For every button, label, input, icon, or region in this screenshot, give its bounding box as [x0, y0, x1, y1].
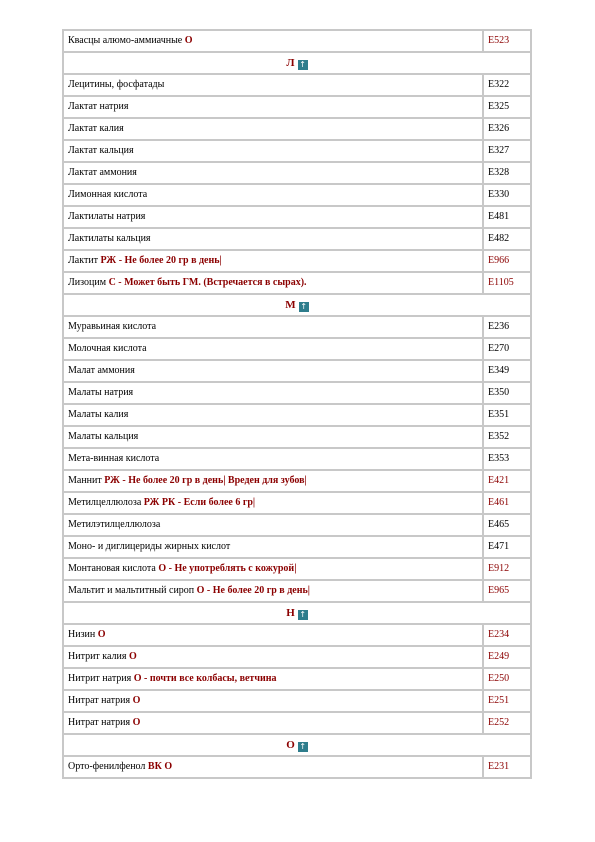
additive-name-cell [64, 251, 482, 271]
additive-name: Орто-фенилфенол [68, 761, 146, 772]
e-code-cell: E966 [484, 251, 530, 271]
table-row [64, 273, 530, 293]
additive-name: Нитрат натрия [68, 717, 131, 728]
table-row [64, 75, 530, 95]
e-code-cell: E251 [484, 691, 530, 711]
table-row [64, 163, 530, 183]
additive-name-cell [64, 449, 482, 469]
additive-name-cell [64, 537, 482, 557]
table-row [64, 471, 530, 491]
additive-name: Мальтит и мальтитный сироп [68, 585, 195, 596]
arrow-up-icon[interactable]: ↑ [300, 302, 308, 311]
table-row [64, 647, 530, 667]
e-code-cell: E328 [484, 163, 530, 183]
table-row [64, 185, 530, 205]
additives-table [62, 29, 532, 779]
table-row [64, 493, 530, 513]
table-row [64, 339, 530, 359]
additive-name: Лактат кальция [68, 145, 134, 156]
additive-warning: РЖ РК - Если более 6 гр| [143, 497, 256, 508]
table-row [64, 559, 530, 579]
arrow-up-icon[interactable]: ↑ [299, 60, 306, 69]
additive-name-cell [64, 317, 482, 337]
additive-name: Нитрит натрия [68, 673, 132, 684]
additive-name: Квасцы алюмо-аммиачные [68, 35, 183, 46]
table-row [64, 229, 530, 249]
additive-name: Монтановая кислота [68, 563, 156, 574]
additive-warning: О [128, 651, 137, 662]
table-row [64, 31, 530, 51]
additive-name: Лецитины, фосфатады [68, 79, 165, 90]
additive-name: Метилцеллюлоза [68, 497, 142, 508]
e-code-cell: E523 [484, 31, 530, 51]
e-code-cell: E236 [484, 317, 530, 337]
additive-name: Метилэтилцеллюлоза [68, 519, 161, 530]
e-code-cell: E325 [484, 97, 530, 117]
additive-name-cell [64, 273, 482, 293]
additive-name-cell [64, 383, 482, 403]
additive-name-cell [64, 713, 482, 733]
e-code-cell: E461 [484, 493, 530, 513]
e-code-cell: E327 [484, 141, 530, 161]
e-code-cell: E250 [484, 669, 530, 689]
additive-name: Лактат аммония [68, 167, 137, 178]
additive-name: Лактат натрия [68, 101, 129, 112]
table-row [64, 757, 530, 777]
e-code-cell: E350 [484, 383, 530, 403]
additive-name: Моно- и диглицериды жирных кислот [68, 541, 231, 552]
additive-name-cell [64, 625, 482, 645]
additive-name: Низин [68, 629, 96, 640]
e-code-cell: E249 [484, 647, 530, 667]
additive-name-cell [64, 581, 482, 601]
additive-name: Малат аммония [68, 365, 135, 376]
table-row [64, 317, 530, 337]
table-row [64, 141, 530, 161]
table-row [64, 537, 530, 557]
table-row [64, 207, 530, 227]
letter-header-row [64, 53, 530, 73]
table-row [64, 251, 530, 271]
letter-heading: Л [286, 57, 295, 69]
e-code-cell: E471 [484, 537, 530, 557]
additive-warning: О [97, 629, 106, 640]
additive-name-cell [64, 515, 482, 535]
additive-name-cell [64, 97, 482, 117]
additive-name-cell [64, 119, 482, 139]
additive-name-cell [64, 757, 482, 777]
additive-name: Молочная кислота [68, 343, 147, 354]
additive-name-cell [64, 427, 482, 447]
additive-name: Малаты калия [68, 409, 129, 420]
additive-warning: РЖ - Не более 20 гр в день| Вреден для зубов| [104, 475, 307, 486]
arrow-up-icon[interactable]: ↑ [299, 610, 307, 619]
additive-warning: О - Не более 20 гр в день| [196, 585, 310, 596]
table-row [64, 669, 530, 689]
table-row [64, 449, 530, 469]
additive-name: Нитрит калия [68, 651, 127, 662]
additive-name: Малаты натрия [68, 387, 134, 398]
e-code-cell: E481 [484, 207, 530, 227]
table-row [64, 515, 530, 535]
arrow-up-icon[interactable]: ↑ [299, 742, 307, 751]
additive-warning: ВК О [147, 761, 173, 772]
additive-warning: С - Может быть ГМ. (Встречается в сырах). [108, 277, 307, 288]
additive-name-cell [64, 493, 482, 513]
e-code-cell: E326 [484, 119, 530, 139]
additive-name-cell [64, 559, 482, 579]
e-code-cell: E231 [484, 757, 530, 777]
additive-name: Мета-винная кислота [68, 453, 160, 464]
additive-name-cell [64, 647, 482, 667]
e-code-cell: E349 [484, 361, 530, 381]
letter-header-row [64, 295, 530, 315]
additive-name: Нитрат натрия [68, 695, 131, 706]
additive-name-cell [64, 361, 482, 381]
e-code-cell: E482 [484, 229, 530, 249]
additive-warning: О - почти все колбасы, ветчина [133, 673, 277, 684]
table-row [64, 405, 530, 425]
additive-warning: О [132, 695, 141, 706]
table-row [64, 383, 530, 403]
additive-name: Лактилаты кальция [68, 233, 151, 244]
letter-header-row [64, 603, 530, 623]
additive-name-cell [64, 185, 482, 205]
letter-header-cell [64, 603, 530, 623]
additive-name: Лактилаты натрия [68, 211, 146, 222]
additive-name: Лимонная кислота [68, 189, 148, 200]
e-code-cell: E912 [484, 559, 530, 579]
additive-name: Муравьиная кислота [68, 321, 157, 332]
e-code-cell: E965 [484, 581, 530, 601]
table-row [64, 97, 530, 117]
e-code-cell: E234 [484, 625, 530, 645]
additive-warning: О - Не употреблять с кожурой| [158, 563, 297, 574]
additive-name-cell [64, 207, 482, 227]
table-row [64, 581, 530, 601]
letter-heading: О [286, 739, 295, 751]
additive-warning: О [184, 35, 193, 46]
e-code-cell: E465 [484, 515, 530, 535]
e-code-cell: E322 [484, 75, 530, 95]
e-code-cell: E330 [484, 185, 530, 205]
e-code-cell: E1105 [484, 273, 530, 293]
letter-header-cell [64, 295, 530, 315]
table-row [64, 119, 530, 139]
letter-header-cell [64, 735, 530, 755]
e-code-cell: E351 [484, 405, 530, 425]
additive-name-cell [64, 405, 482, 425]
e-code-cell: E353 [484, 449, 530, 469]
e-code-cell: E352 [484, 427, 530, 447]
additive-name: Маннит [68, 475, 102, 486]
additive-name: Лактат калия [68, 123, 124, 134]
additive-name: Лактит [68, 255, 99, 266]
additive-name-cell [64, 229, 482, 249]
table-row [64, 713, 530, 733]
table-row [64, 625, 530, 645]
additive-name-cell [64, 471, 482, 491]
additive-name-cell [64, 669, 482, 689]
additive-name-cell [64, 31, 482, 51]
additive-name-cell [64, 141, 482, 161]
additive-name: Малаты кальция [68, 431, 139, 442]
additive-name-cell [64, 163, 482, 183]
table-row [64, 691, 530, 711]
e-code-cell: E270 [484, 339, 530, 359]
table-row [64, 427, 530, 447]
letter-heading: М [285, 299, 296, 311]
letter-header-row [64, 735, 530, 755]
additive-name-cell [64, 75, 482, 95]
e-code-cell: E252 [484, 713, 530, 733]
additive-name-cell [64, 691, 482, 711]
additive-name: Лизоцим [68, 277, 107, 288]
e-code-cell: E421 [484, 471, 530, 491]
additive-warning: О [132, 717, 141, 728]
additive-name-cell [64, 339, 482, 359]
letter-header-cell [64, 53, 530, 73]
table-row [64, 361, 530, 381]
additive-warning: РЖ - Не более 20 гр в день| [100, 255, 222, 266]
letter-heading: Н [286, 607, 295, 619]
